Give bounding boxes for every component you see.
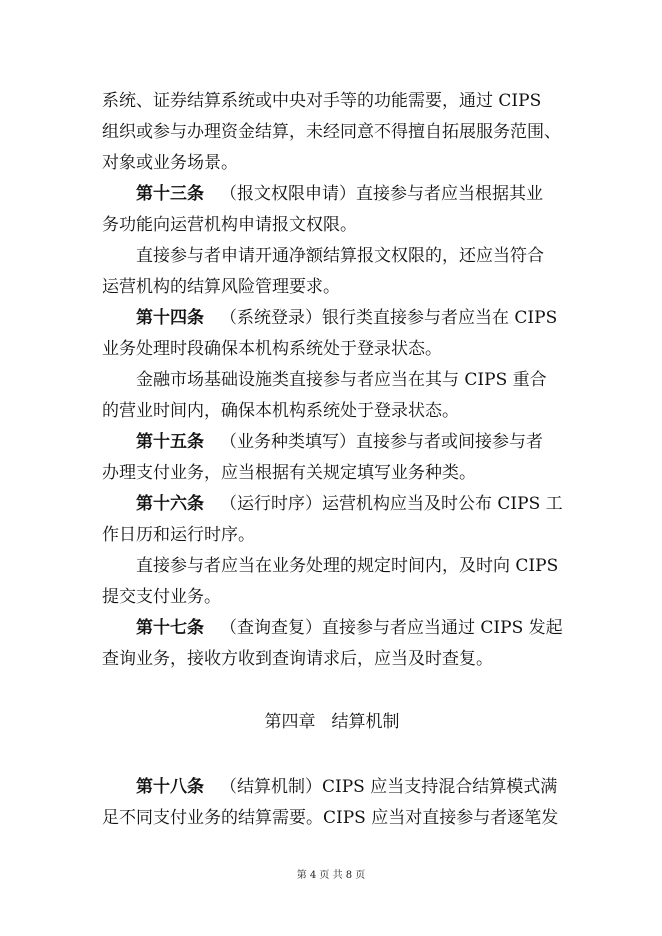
- article-number: 第十八条: [136, 777, 204, 797]
- body-line: 组织或参与办理资金结算，未经同意不得擅自拓展服务范围、: [102, 122, 561, 142]
- article-text: （结算机制）CIPS 应当支持混合结算模式满: [220, 777, 558, 797]
- page-footer: 第 4 页 共 8 页: [296, 870, 366, 881]
- body-line: 足不同支付业务的结算需要。CIPS 应当对直接参与者逐笔发: [102, 808, 559, 828]
- article-number: 第十四条: [136, 308, 204, 328]
- chapter-number: 第四章: [264, 712, 316, 732]
- body-line: 系统、证券结算系统或中央对手等的功能需要，通过 CIPS: [102, 91, 542, 111]
- body-line: 查询业务，接收方收到查询请求后，应当及时查复。: [102, 649, 493, 669]
- body-line: 业务处理时段确保本机构系统处于登录状态。: [102, 339, 442, 359]
- article-number: 第十五条: [136, 432, 204, 452]
- document-page: [102, 86, 562, 834]
- article-text: （业务种类填写）直接参与者或间接参与者: [220, 432, 543, 452]
- body-line: 作日历和运行时序。: [102, 525, 255, 545]
- article-15: [102, 427, 562, 458]
- chapter-title: 结算机制: [331, 712, 400, 732]
- article-number: 第十三条: [136, 184, 204, 204]
- body-line: 务功能向运营机构申请报文权限。: [102, 215, 357, 235]
- body-line: 金融市场基础设施类直接参与者应当在其与 CIPS 重合: [136, 370, 547, 390]
- article-17: [102, 613, 562, 644]
- article-number: 第十七条: [136, 618, 204, 638]
- article-13: [102, 179, 562, 210]
- article-18: [102, 772, 562, 803]
- body-line: 办理支付业务，应当根据有关规定填写业务种类。: [102, 463, 476, 483]
- article-number: 第十六条: [136, 494, 204, 514]
- article-text: （查询查复）直接参与者应当通过 CIPS 发起: [220, 618, 563, 638]
- body-line: 提交支付业务。: [102, 587, 221, 607]
- body-line: 直接参与者申请开通净额结算报文权限的，还应当符合: [136, 246, 544, 266]
- chapter-heading: [102, 707, 562, 738]
- article-text: （运行时序）运营机构应当及时公布 CIPS 工: [220, 494, 563, 514]
- body-line: 对象或业务场景。: [102, 153, 238, 173]
- article-text: （报文权限申请）直接参与者应当根据其业: [220, 184, 543, 204]
- body-line: 的营业时间内，确保本机构系统处于登录状态。: [102, 401, 459, 421]
- body-line: 运营机构的结算风险管理要求。: [102, 277, 340, 297]
- article-14: [102, 303, 562, 334]
- article-text: （系统登录）银行类直接参与者应当在 CIPS: [220, 308, 558, 328]
- body-line: 直接参与者应当在业务处理的规定时间内，及时向 CIPS: [136, 556, 559, 576]
- article-16: [102, 489, 562, 520]
